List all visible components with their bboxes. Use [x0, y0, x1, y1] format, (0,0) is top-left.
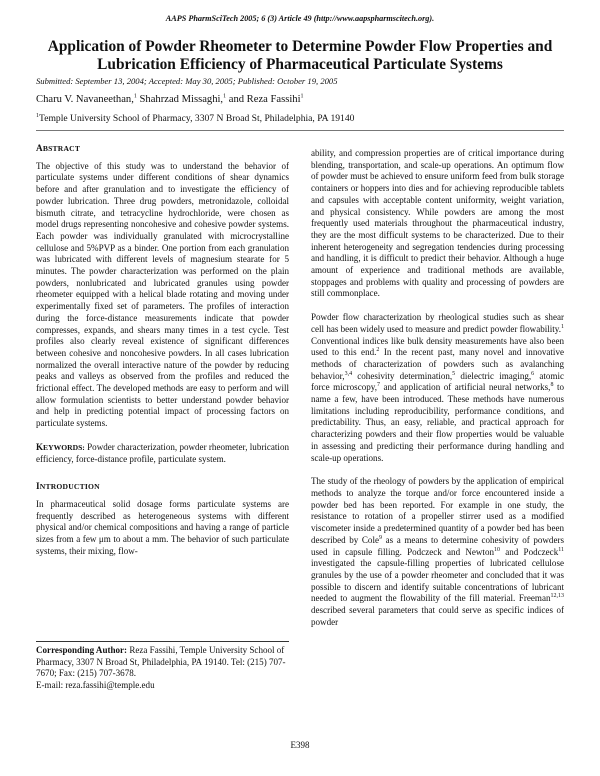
article-title [32, 38, 568, 74]
affiliation [36, 113, 354, 124]
p2-text-a: Powder flow characterization by rheological studies such as shear cell has been widely used to measure and predict powder flowability. [311, 312, 564, 334]
citation-6: 6 [531, 370, 535, 377]
affiliation-mark: 1 [36, 112, 39, 119]
citation-11: 11 [558, 546, 565, 553]
citation-7: 7 [376, 382, 380, 389]
citation-10: 10 [494, 546, 500, 553]
corresponding-email[interactable]: E-mail: reza.fassihi@temple.edu [36, 680, 155, 691]
keywords-label-initial: K [36, 441, 44, 452]
introduction-heading [36, 481, 289, 493]
left-column [36, 137, 289, 558]
p3-text-a: The study of the rheology of powders by the application of empirical methods to analyze the torque and/or force encountered inside a powder bed has been reported. For example in one study, the resistance to rotation of a propeller stirrer used as a modified viscometer inside a predetermined quantity of a powder bed has been described by Cole [311, 476, 564, 545]
corresponding-label: Corresponding Author: [36, 645, 128, 655]
right-paragraph-3 [311, 476, 564, 628]
author-1-affil-mark: 1 [133, 93, 137, 100]
p3-text-d: investigated the capsule-filling properties of lubricated cellulose granules by the use of a powder rheometer and concluded that it was possible to discern and identify suitable concentrations of lubricant needed to augment the flowability of the fill material. Freeman [311, 558, 564, 604]
abstract-heading-initial: A [36, 143, 43, 153]
p2-text-e: dielectric imaging, [455, 370, 532, 381]
p3-text-b: as a means to determine cohesivity of powders used in capsule filling. Podczeck and Newton [311, 534, 565, 557]
p3-text-c: and Podczeck [500, 546, 559, 557]
p2-text-g: and application of artificial neural networks, [379, 382, 551, 393]
author-2-affil-mark: 1 [223, 93, 227, 100]
corresponding-author-note [36, 645, 289, 692]
p2-text-h: to name a few, have been introduced. These methods have numerous limitations including reproducibility, performance conditions, and predictability. Thus, an easy, reliable, and practical approach for characterizing powders and their flow properties would be valuable in assessing and predicting their performance during handling and scale-up operations. [311, 382, 564, 463]
introduction-text: In pharmaceutical solid dosage forms particulate systems are frequently described as heterogeneous systems with different physical and/or chemical compositions and having a range of particle sizes from a few μm to about a mm. The behavior of such particulate systems, their mixing, flow- [36, 498, 289, 556]
keywords-text: Powder characterization, powder rheometer, lubrication efficiency, force-distance profile, particulate system. [36, 441, 289, 464]
author-3: and Reza Fassihi [226, 94, 301, 105]
footnote-divider [36, 641, 289, 642]
abstract-heading [36, 143, 289, 155]
author-list [36, 94, 304, 105]
title-line-1: Application of Powder Rheometer to Determine Powder Flow Properties and [47, 38, 553, 55]
p2-text-b: Conventional indices like bulk density measurements have also been used to this end. [311, 335, 564, 358]
p3-text-e: described several parameters that could serve as specific indices of powder [311, 605, 564, 627]
abstract-text: The objective of this study was to understand the behavior of particulate systems under different conditions of shear dynamics before and after granulation and to investigate the efficiency of powder lubrication. Three drug powders, metronidazole, colloidal bismuth citrate, and tetracycline hydrochloride, were chosen as model drugs representing noncohesive and cohesive powder systems. Each powder was individually granulated with microcrystalline cellulose and 5%PVP as a binder. One portion from each granulation was lubricated with different levels of magnesium stearate for 5 minutes. The powder characterization was performed on the plain powders, nonlubricated and lubricated granules using powder rheometer equipped with a helical blade rotating and moving under experimentally fixed set of parameters. The profiles of interaction during the force-distance measurements indicate that powder compresses, expands, and shears many times in a test cycle. Test profiles also clearly reveal existence of significant differences between cohesive and noncohesive powders. In all cases lubrication normalized the overall interactive nature of the powder by reducing peaks and valleys as observed from the profiles and reduced the frictional effect. The developed methods are easy to perform and will allow formulation scientists to better understand powder behavior and help in predicting potential impact of processing factors on particulate systems. [36, 160, 289, 429]
title-line-2: Lubrication Efficiency of Pharmaceutical Particulate Systems [97, 56, 503, 73]
author-2: Shahrzad Missaghi, [136, 94, 224, 105]
author-3-affil-mark: 1 [300, 93, 304, 100]
keywords [36, 442, 289, 465]
right-paragraph-1: ability, and compression properties are of critical importance during blending, transportation, and scale-up operations. An optimum flow of powder must be achieved to ensure uniform feed from bulk storage containers or hoppers into dies and for achieving reproducible tablets and capsules with acceptable content uniformity, weight variation, and physical consistency. While powders are among the most frequently used materials throughout the pharmaceutical industry, they are the most difficult systems to be characterized. Due to their inherent heterogeneity and segregation tendencies during processing and handling, it is difficult to predict their behavior. Although a huge amount of experience and traditional methods are available, stoppages and problems with quality and processing of powders are still commonplace. [311, 148, 564, 299]
journal-header: AAPS PharmSciTech 2005; 6 (3) Article 49 (http://www.aapspharmscitech.org). [165, 14, 435, 23]
citation-2: 2 [376, 347, 380, 354]
corresponding-text: Reza Fassihi, Temple University School of Pharmacy, 3307 N Broad St, Philadelphia, PA 19140. Tel: (215) 707-7670; Fax: (215) 707-3678. [36, 645, 286, 679]
intro-heading-rest: NTRODUCTION [39, 482, 100, 492]
publication-dates: Submitted: September 13, 2004; Accepted: May 30, 2005; Published: October 19, 2005 [36, 76, 338, 86]
p2-text-d: cohesivity determination, [352, 370, 453, 381]
right-paragraph-2 [311, 312, 564, 464]
affiliation-text: Temple University School of Pharmacy, 3307 N Broad St, Philadelphia, PA 19140 [39, 113, 355, 124]
p2-text-f: atomic force microscopy, [311, 370, 564, 393]
citation-8: 8 [550, 382, 554, 389]
author-1: Charu V. Navaneethan, [36, 94, 134, 105]
page-number: E398 [290, 740, 310, 750]
abstract-heading-rest: BSTRACT [42, 144, 81, 153]
citation-5: 5 [452, 370, 456, 377]
p2-text-c: In the recent past, many novel and innovative methods of characterization of powders such as avalanching behavior, [311, 347, 564, 381]
header-divider [36, 130, 564, 131]
citation-3-4: 3,4 [344, 370, 353, 377]
citation-1: 1 [561, 323, 564, 330]
right-column [311, 148, 564, 628]
citation-9: 9 [379, 534, 382, 541]
citation-12-13: 12,13 [550, 593, 564, 600]
intro-heading-initial: I [36, 481, 40, 492]
keywords-label-rest: EYWORDS: [43, 442, 85, 452]
